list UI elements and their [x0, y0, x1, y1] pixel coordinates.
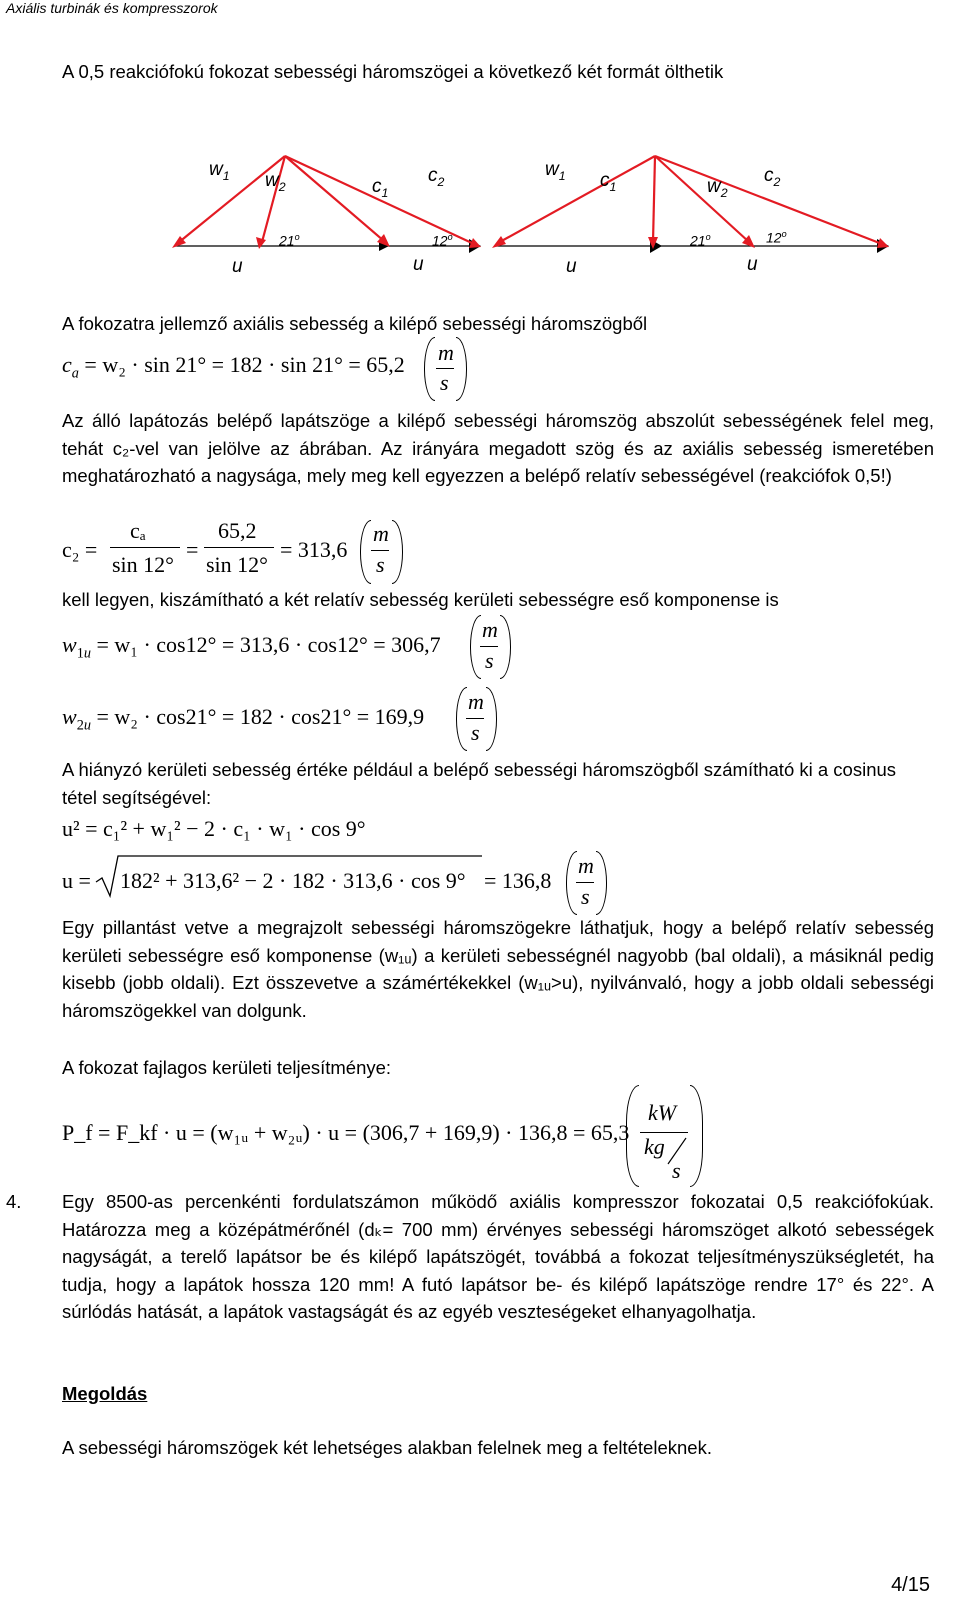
label-w2-left: $w_2$ — [265, 170, 286, 194]
angle-21-right: 21$^o$ — [690, 232, 711, 249]
unit-paren-left — [424, 337, 435, 401]
unit-kg: kg — [644, 1134, 665, 1159]
solution-heading: Megoldás — [62, 1383, 148, 1404]
equation-ca: $c_a = w_2 \cdot \sin 21^\circ = 182 \cdot \sin 21^\circ = 65,2$ — [62, 352, 405, 382]
equation-w1u: $w_{1u} = w_1 \cdot \cos 12^\circ = 313,6 \cdot \cos 12^\circ = 306,7$ — [62, 632, 441, 662]
problem-number: 4. — [6, 1191, 22, 1212]
equation-c2-den2: sin 12° — [206, 552, 268, 577]
unit-s: s — [440, 370, 449, 395]
equation-u-result: = 136,8 — [484, 868, 552, 893]
c2-explanation-text: Az álló lapátozás belépő lapátszöge a kilépő sebességi háromszög abszolút sebességének felel meg, tehát c₂-vel van jelölve az ábrában. Az irányára megadott szög és az axiális sebesség ismeretében meghatározható a nagysága, mely meg kell egyezzen a belépő relatív sebességével (reakciófok 0,5!) — [62, 410, 934, 486]
problem-text: Egy 8500-as percenkénti fordulatszámon működő axiális kompresszor fokozatai 0,5 reakciófokúak. Határozza meg a középátmérőnél (dₖ= 700 mm) érvényes sebességi háromszöget alkotó sebességek nagyságát, a terelő lapátsor be és kilépő lapátszögét, továbbá a fokozat teljesítményszükségletét, ha tudja, hogy a lapátok hossza 120 mm! A futó lapátsor be- és kilépő lapátszöge rendre 17° és 22°. A súrlódás hatását, a lapátok vastagságát és az egyéb veszteségeket elhanyagolhatja. — [62, 1191, 934, 1322]
equation-u-squared: u² = c₁² + w₁² − 2 · c₁ · w₁ · cos 9° — [62, 816, 366, 841]
page-number: 4/15 — [891, 1574, 930, 1596]
unit-paren-right — [456, 337, 467, 401]
unit-m: m — [438, 340, 454, 365]
label-u-3: u — [566, 256, 577, 277]
running-header: Axiális turbinák és kompresszorok — [6, 0, 218, 16]
w-components-intro: kell legyen, kiszámítható a két relatív sebesség kerületi sebességre eső komponense is — [62, 589, 779, 610]
equation-c2-num2: 65,2 — [218, 518, 257, 543]
label-c1-left: $c_1$ — [372, 176, 389, 200]
equation-u-root: 182² + 313,6² − 2 · 182 · 313,6 · cos 9° — [120, 868, 466, 893]
c2-vector-left — [285, 156, 474, 244]
label-u-1: u — [232, 256, 243, 277]
equation-w2u: $w_{2u} = w_2 \cdot \cos 21^\circ = 182 \cdot \cos 21^\circ = 169,9$ — [62, 704, 425, 734]
conclusion-text: Egy pillantást vetve a megrajzolt sebességi háromszögekre láthatjuk, hogy a belépő relatív sebesség kerületi sebességre eső komponense (w₁ᵤ) a kerületi sebességnél nagyobb (bal oldali), a másiknál pedig kisebb (jobb oldali). Ezt összevetve a számértékekkel (w₁ᵤ>u), nyilvánvaló, hogy a jobb oldali sebességi háromszögekkel van dolgunk. — [62, 917, 934, 1021]
label-c2-right: $c_2$ — [764, 165, 781, 189]
equation-c2-num1: cₐ — [130, 518, 146, 543]
ca-intro-text: A fokozatra jellemző axiális sebesség a kilépő sebességi háromszögből — [62, 313, 648, 334]
intro-text: A 0,5 reakciófokú fokozat sebességi háromszögei a következő két formát ölthetik — [62, 61, 724, 82]
angle-21-left: 21$^o$ — [279, 232, 300, 249]
equation-c2-result: = 313,6 — [280, 537, 348, 562]
power-intro-text: A fokozat fajlagos kerületi teljesítménye: — [62, 1057, 392, 1078]
label-c2-left: $c_2$ — [428, 165, 445, 189]
equation-power: P_f = F_kf · u = (w₁ᵤ + w₂ᵤ) · u = (306,7 + 169,9) · 136,8 = 65,3 — [62, 1120, 630, 1145]
label-w1-left: $w_1$ — [209, 159, 230, 183]
label-w1-right: $w_1$ — [545, 159, 566, 183]
label-c1-right: $c_1$ — [600, 170, 617, 194]
angle-12-right: 12$^o$ — [766, 229, 787, 246]
c1-vector-left — [285, 156, 384, 241]
solution-text: A sebességi háromszögek két lehetséges alakban felelnek meg a feltételeknek. — [62, 1437, 712, 1458]
w2-vector-left — [262, 156, 285, 242]
equation-c2-lhs: c₂ = — [62, 537, 98, 562]
angle-12-left: 12$^o$ — [432, 232, 453, 249]
unit-kW: kW — [648, 1100, 677, 1125]
label-w2-right: $w_2$ — [707, 176, 728, 200]
equation-u-lhs: u = — [62, 868, 91, 893]
w1-vector-right — [498, 156, 655, 243]
label-u-2: u — [413, 254, 424, 275]
c1-vector-right — [653, 156, 655, 242]
equation-c2-den1: sin 12° — [112, 552, 174, 577]
velocity-triangle-diagram — [0, 150, 960, 290]
label-u-4: u — [747, 254, 758, 275]
w2-vector-right — [655, 156, 749, 242]
u-intro-text: A hiányzó kerületi sebesség értéke például a belépő sebességi háromszögből számítható ki a cosinus tétel segítségével: — [62, 759, 897, 808]
